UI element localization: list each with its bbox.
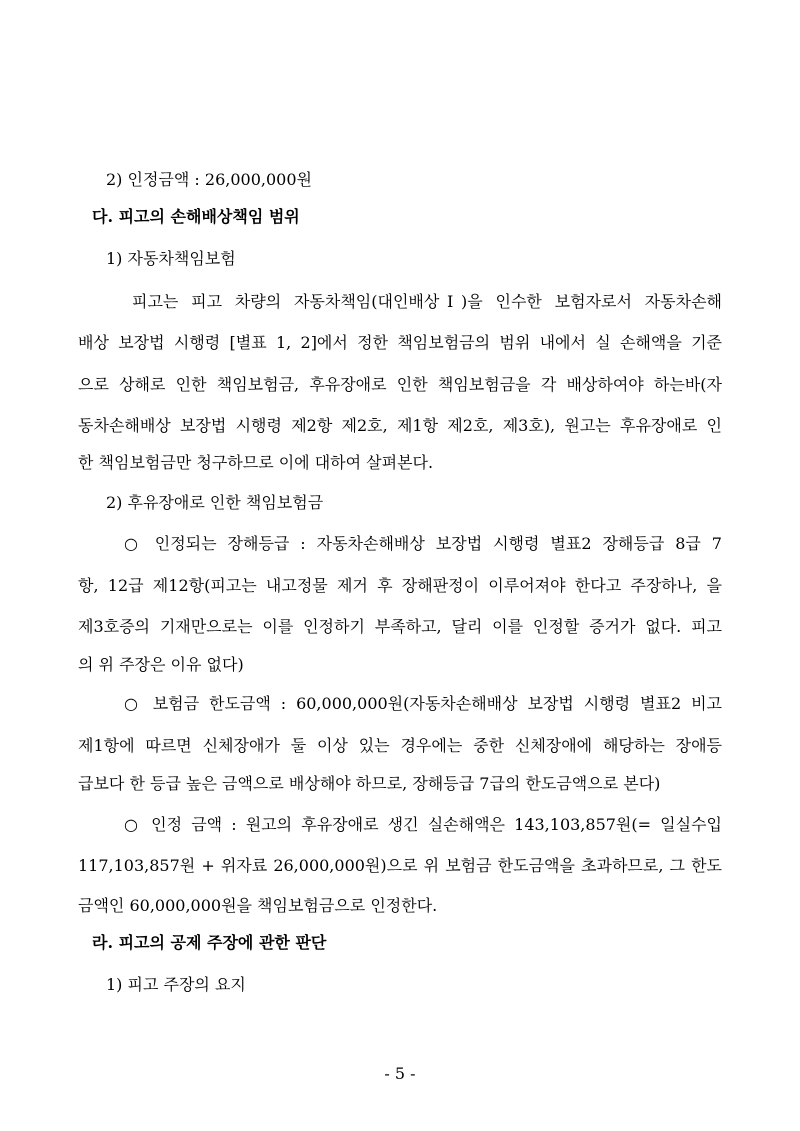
bullet-line: 의 위 주장은 이유 없다) (78, 655, 244, 674)
subheading-2-disability-insurance: 2) 후유장애로 인한 책임보험금 (106, 493, 324, 512)
paragraph-line: 으로 상해로 인한 책임보험금, 후유장애로 인한 책임보험금을 각 배상하여야 하는바(자 (78, 375, 722, 394)
bullet-line: 항, 12급 제12항(피고는 내고정물 제거 후 장해판정이 이루어져야 한다고 주장하나, 을 (78, 576, 722, 595)
bullet-line: ○ 인정 금액 : 원고의 후유장애로 생긴 실손해액은 143,103,857원(= 일실수입 (124, 815, 722, 834)
section-heading-da: 다. 피고의 손해배상책임 범위 (92, 207, 300, 226)
bullet-line: 제3호증의 기재만으로는 이를 인정하기 부족하고, 달리 이를 인정할 증거가 없다. 피고 (78, 617, 722, 636)
item-2-recognized-amount: 2) 인정금액 : 26,000,000원 (106, 170, 312, 189)
subheading-1-defendant-claim: 1) 피고 주장의 요지 (106, 975, 246, 994)
bullet-line: 117,103,857원 + 위자료 26,000,000원)으로 위 보험금 한도금액을 초과하므로, 그 한도 (78, 856, 722, 875)
bullet-line: ○ 보험금 한도금액 : 60,000,000원(자동차손해배상 보장법 시행령 별표2 비고 (124, 694, 722, 713)
bullet-line: ○ 인정되는 장해등급 : 자동차손해배상 보장법 시행령 별표2 장해등급 8급 7 (124, 534, 722, 553)
paragraph-line: 한 책임보험금만 청구하므로 이에 대하여 살펴본다. (78, 453, 434, 472)
page-number: - 5 - (384, 1064, 416, 1083)
paragraph-line: 동차손해배상 보장법 시행령 제2항 제2호, 제1항 제2호, 제3호), 원고는 후유장애로 인 (78, 416, 722, 435)
bullet-line: 제1항에 따르면 신체장애가 둘 이상 있는 경우에는 중한 신체장애에 해당하는 장애등 (78, 736, 722, 755)
bullet-line: 금액인 60,000,000원을 책임보험금으로 인정한다. (78, 896, 438, 915)
paragraph-line: 피고는 피고 차량의 자동차책임(대인배상Ⅰ)을 인수한 보험자로서 자동차손해 (132, 292, 722, 311)
paragraph-line: 배상 보장법 시행령 [별표 1, 2]에서 정한 책임보험금의 범위 내에서 실 손해액을 기준 (78, 333, 722, 352)
bullet-line: 급보다 한 등급 높은 금액으로 배상해야 하므로, 장해등급 7급의 한도금액으로 본다) (78, 774, 661, 793)
subheading-1-liability-insurance: 1) 자동차책임보험 (106, 249, 236, 268)
section-heading-ra: 라. 피고의 공제 주장에 관한 판단 (92, 933, 327, 952)
